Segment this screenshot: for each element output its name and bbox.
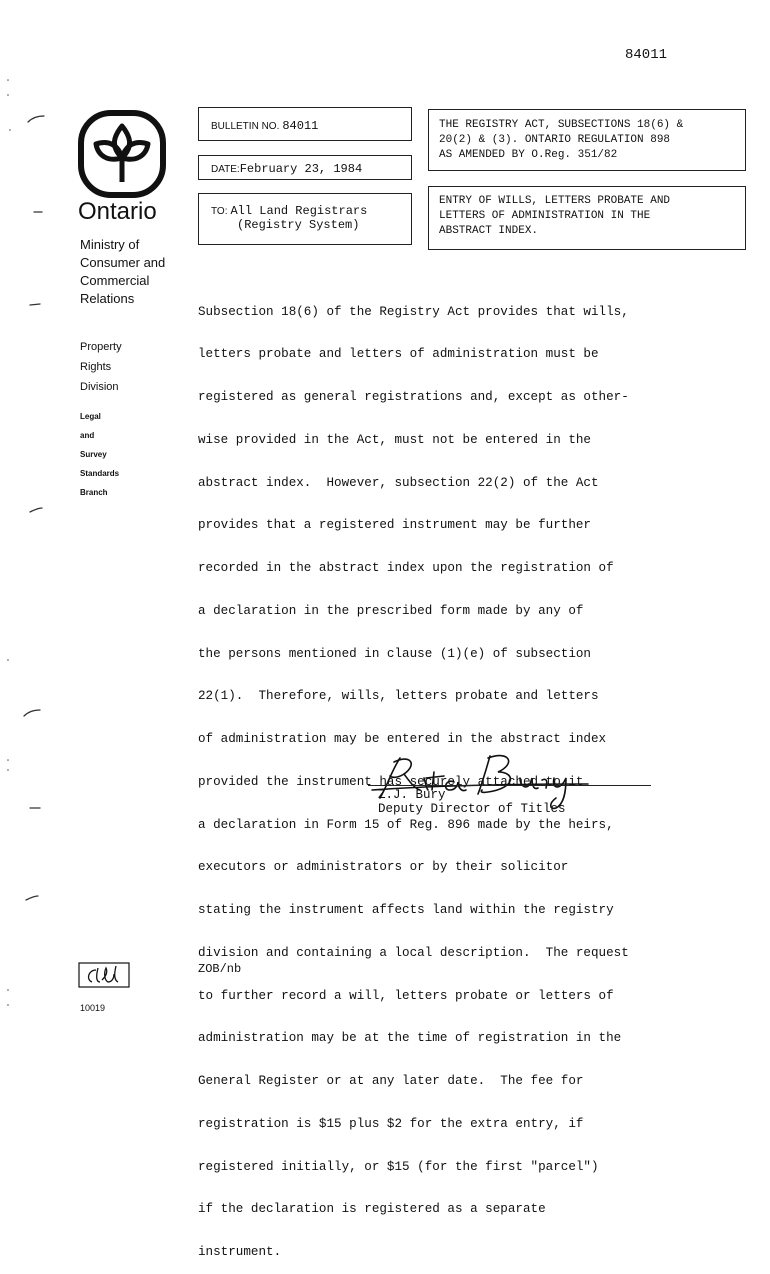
file-reference: ZOB/nb	[198, 962, 242, 976]
bulletin-number-box	[198, 107, 412, 141]
body-line: letters probate and letters of administration must be	[198, 347, 599, 362]
body-line: registration is $15 plus $2 for the extra entry, if	[198, 1116, 584, 1131]
division-line: Division	[80, 381, 119, 393]
legislation-reference-box	[428, 109, 746, 171]
to-label: TO:	[211, 206, 228, 217]
branch-line: Survey	[80, 450, 107, 459]
subject-line: LETTERS OF ADMINISTRATION IN THE	[439, 210, 651, 222]
ministry-line: Consumer and	[80, 255, 166, 270]
ministry-line: Relations	[80, 291, 135, 306]
date-value: February 23, 1984	[239, 162, 363, 176]
trillium-logo-icon	[78, 110, 166, 198]
body-line: of administration may be entered in the abstract index	[198, 732, 607, 746]
signatory-name: Z.J. Bury	[378, 788, 446, 802]
recipient-line: (Registry System)	[237, 218, 360, 232]
scan-margin-marks	[0, 0, 60, 1024]
body-line: abstract index. However, subsection 22(2) of the Act	[198, 475, 599, 490]
branch-line: Branch	[80, 488, 108, 497]
recipient-line: All Land Registrars	[230, 204, 368, 218]
signature-line	[368, 785, 651, 786]
branch-line: Standards	[80, 469, 120, 478]
body-line: a declaration in Form 15 of Reg. 896 made by the heirs,	[198, 817, 614, 832]
body-line: the persons mentioned in clause (1)(e) of subsection	[198, 646, 591, 661]
body-line: division and containing a local description. The request	[198, 945, 629, 960]
body-line: instrument.	[198, 1245, 282, 1259]
division-name	[80, 337, 122, 397]
body-line: wise provided in the Act, must not be entered in the	[198, 432, 591, 447]
subject-box	[428, 186, 746, 250]
body-line: registered initially, or $15 (for the first "parcel")	[198, 1159, 599, 1174]
body-line: General Register or at any later date. The fee for	[198, 1074, 584, 1088]
body-line: administration may be at the time of registration in the	[198, 1031, 622, 1046]
branch-name	[80, 407, 119, 502]
act-line: AS AMENDED BY O.Reg. 351/82	[439, 149, 618, 161]
act-line: THE REGISTRY ACT, SUBSECTIONS 18(6) &	[439, 119, 684, 131]
date-box	[198, 155, 412, 180]
bulletin-label: BULLETIN NO.	[211, 121, 280, 132]
body-line: to further record a will, letters probate or letters of	[198, 988, 614, 1003]
subject-line: ENTRY OF WILLS, LETTERS PROBATE AND	[439, 195, 671, 207]
ontario-wordmark: Ontario	[78, 198, 157, 225]
body-line: stating the instrument affects land within the registry	[198, 903, 614, 917]
ministry-line: Ministry of	[80, 237, 140, 252]
ministry-line: Commercial	[80, 273, 150, 288]
branch-line: Legal	[80, 412, 101, 421]
act-line: 20(2) & (3). ONTARIO REGULATION 898	[439, 134, 671, 146]
branch-line: and	[80, 431, 95, 440]
body-line: a declaration in the prescribed form made by any of	[198, 603, 584, 618]
ministry-name	[80, 236, 165, 308]
body-line: if the declaration is registered as a separate	[198, 1202, 546, 1217]
signatory-title: Deputy Director of Titles	[378, 802, 566, 816]
form-number: 10019	[80, 1003, 106, 1013]
bulletin-value: 84011	[282, 119, 319, 133]
body-line: Subsection 18(6) of the Registry Act provides that wills,	[198, 304, 629, 319]
date-label: DATE:	[211, 164, 240, 175]
body-line: 22(1). Therefore, wills, letters probate and letters	[198, 689, 599, 704]
body-line: provides that a registered instrument may be further	[198, 518, 591, 533]
initials-stamp	[78, 962, 130, 988]
body-line: provided the instrument has securely attached to it	[198, 774, 584, 789]
body-line: registered as general registrations and, except as other-	[198, 390, 629, 404]
division-line: Rights	[80, 361, 112, 373]
body-line: executors or administrators or by their solicitor	[198, 860, 569, 875]
subject-line: ABSTRACT INDEX.	[439, 225, 539, 237]
document-number: 84011	[625, 47, 668, 63]
body-line: recorded in the abstract index upon the registration of	[198, 561, 614, 575]
recipient-box	[198, 193, 412, 245]
division-line: Property	[80, 341, 122, 353]
